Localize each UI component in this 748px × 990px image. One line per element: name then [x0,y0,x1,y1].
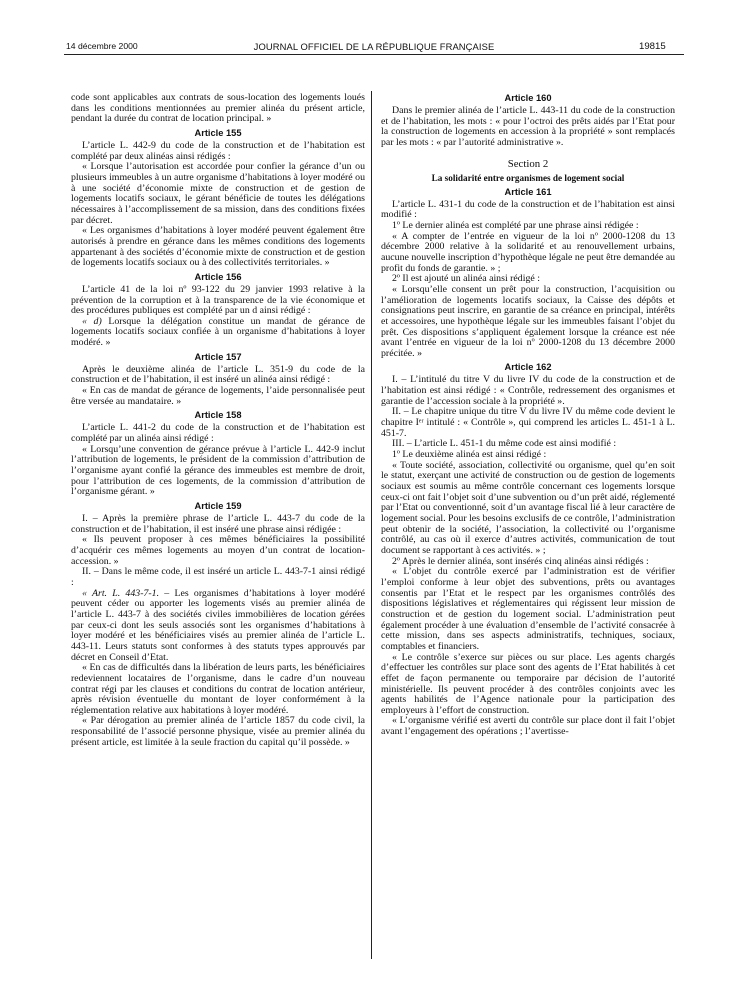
header-page-number: 19815 [639,41,666,52]
column-divider [371,91,372,959]
paragraph: Dans le premier alinéa de l’article L. 443-11 du code de la construction et de l’habitation, les mots : « pour l’octroi des prêts aidés par l’Etat pour la construction de logements en accession à la propriété » sont remplacés par les mots : « par l’autorité administrative ». [381,105,675,148]
paragraph: code sont applicables aux contrats de sous-location des logements loués dans les conditions mentionnées au premier alinéa du présent article, pendant la durée du contrat de location principal. » [71,92,365,125]
article-heading: Article 155 [194,127,242,138]
paragraph: 1º Le deuxième alinéa est ainsi rédigé : [392,449,547,461]
article-heading: Article 161 [504,186,552,197]
header-date: 14 décembre 2000 [66,41,138,51]
article-heading: Article 157 [194,351,242,362]
paragraph: « En cas de difficultés dans la libération de leurs parts, les bénéficiaires redeviennent locataires de l’organisme, dans le cadre d’un nouveau contrat régi par les clauses et conditions du contrat de location antérieur, après révision éventuelle du montant de loyer conformément à la réglementation relative aux habitations à loyer modéré. [71,662,365,716]
right-column [381,93,675,738]
paragraph-text: – Les organismes d’habitations à loyer modéré peuvent céder ou apporter les logements visés au premier alinéa de l’article L. 443-7 à des sociétés civiles immobilières de location gérées par ceux-ci dont les seuls associés sont les organismes d’habitations à loyer modéré et les bénéficiaires visés au premier alinéa de l’article L. 443-11. Leurs statuts sont conformes à des statuts types approuvés par décret en Conseil d’Etat. [71,587,366,663]
article-heading: Article 160 [504,93,552,103]
paragraph: II. – Le chapitre unique du titre V du livre IV du même code devient le chapitre Iᵉʳ intitulé : « Contrôle », qui comprend les articles L. 451-1 à L. 451-7. [381,406,675,439]
paragraph: L’article 41 de la loi nº 93-122 du 29 janvier 1993 relative à la prévention de la corruption et à la transparence de la vie économique et des procédures publiques est complété par un d ainsi rédigé : [71,283,365,317]
paragraph: « Toute société, association, collectivité ou organisme, quel qu’en soit le statut, exerçant une activité de construction ou de gestion de logements sociaux est soumis au même contrôle concernant ces logements lorsque ceux-ci ont fait l’objet soit d’une subvention ou d’un prêt aidé, réglementé par l’Etat ou conventionné, soit d’un avantage fiscal lié à leur caractère de logement social. Pour les besoins exclusifs de ce contrôle, l’administration peut obtenir de la société, l’association, la collectivité ou l’organisme contrôlé, au cas où il exerce d’autres activités, communication de tout document se rapportant à ces activités. » ; [381,459,675,556]
paragraph: II. – Dans le même code, il est inséré un article L. 443-7-1 ainsi rédigé : [71,566,365,588]
paragraph-text: Lorsque la délégation constitue un mandat de gérance de logements locatifs sociaux confiée à un organisme d’habitations à loyer modéré. » [71,315,365,349]
paragraph-lead: « d) [82,315,102,327]
paragraph [71,589,365,664]
paragraph: « Les organismes d’habitations à loyer modéré peuvent également être autorisés à prendre en gérance dans les mêmes conditions des logements appartenant à des sociétés d’économie mixte de construction et de gestion de logements locatifs sociaux ou à des collectivités territoriales. » [71,225,365,269]
paragraph-lead: « Art. L. 443-7-1. [82,587,160,599]
paragraph: I. – L’intitulé du titre V du livre IV du code de la construction et de l’habitation est ainsi rédigé : « Contrôle, redressement des organismes et garantie de l’accession sociale à la propriété ». [381,374,675,407]
paragraph: « Lorsque l’autorisation est accordée pour confier la gérance d’un ou plusieurs immeubles à un autre organisme d’habitations à loyer modéré ou à une société d’économie mixte de construction et de gestion de logements locatifs sociaux, le gérant bénéficie de toutes les délégations nécessaires à l’accomplissement de sa mission, dans des conditions fixées par décret. [71,161,365,226]
paragraph: 2º Il est ajouté un alinéa ainsi rédigé : [392,273,540,285]
article-heading: Article 158 [194,410,242,421]
header-journal-title: JOURNAL OFFICIEL DE LA RÉPUBLIQUE FRANÇAISE [253,41,495,52]
section-heading: Section 2 [507,157,549,170]
article-heading: Article 156 [194,271,242,282]
left-column [71,93,365,748]
paragraph: III. – L’article L. 451-1 du même code est ainsi modifié : [392,438,617,450]
paragraph: L’article L. 441-2 du code de la construction et de l’habitation est complété par un alinéa ainsi rédigé : [71,422,365,445]
paragraph: « A compter de l’entrée en vigueur de la loi nº 2000-1208 du 13 décembre 2000 relative à la solidarité et au renouvellement urbains, aucune nouvelle inscription d’hypothèque légale ne peut être demandée au profit du fonds de garantie. » ; [381,230,675,274]
paragraph: « L’organisme vérifié est averti du contrôle sur place dont il fait l’objet avant l’engagement des opérations ; l’avertisse- [381,715,675,738]
paragraph: Après le deuxième alinéa de l’article L. 351-9 du code de la construction et de l’habitation, il est inséré un alinéa ainsi rédigé : [71,363,365,386]
paragraph: « Ils peuvent proposer à ces mêmes bénéficiaires la possibilité d’acquérir ces mêmes logements au moyen d’un contrat de location-accession. » [71,534,365,567]
paragraph: « Lorsqu’une convention de gérance prévue à l’article L. 442-9 inclut l’attribution de logements, le président de la commission d’attribution de l’organisme ayant confié la gérance des immeubles est membre de droit, pour l’attribution de ces logements, de la commission d’attribution de l’organisme gérant. » [71,443,365,498]
paragraph [71,317,365,349]
paragraph: « Par dérogation au premier alinéa de l’article 1857 du code civil, la responsabilité de l’associé personne physique, visée au premier alinéa du présent article, est limitée à la seule fraction du capital qu’il possède. » [71,715,365,748]
paragraph: L’article L. 431-1 du code de la construction et de l’habitation est ainsi modifié : [381,198,675,221]
paragraph: « L’objet du contrôle exercé par l’administration est de vérifier l’emploi conforme à leur objet des subventions, prêts ou avantages consentis par l’Etat et le respect par les organismes contrôlés des dispositions législatives et réglementaires qui régissent leur mission de construction et de gestion du logement social. L’administration peut également procéder à une évaluation d’ensemble de l’activité consacrée à cette mission, dans ses aspects administratifs, techniques, sociaux, comptables et financiers. [381,566,675,652]
paragraph: « Le contrôle s’exerce sur pièces ou sur place. Les agents chargés d’effectuer les contrôles sur place sont des agents de l’Etat habilités à cet effet de façon permanente ou temporaire par décision de l’autorité ministérielle. Ils peuvent procéder à des contrôles conjoints avec les agents habilités de l’Agence nationale pour la participation des employeurs à l’effort de construction. [381,651,675,716]
paragraph: L’article L. 442-9 du code de la construction et de l’habitation est complété par deux alinéas ainsi rédigés : [71,139,365,162]
article-heading: Article 159 [194,501,242,511]
paragraph: I. – Après la première phrase de l’article L. 443-7 du code de la construction et de l’habitation, il est inséré une phrase ainsi rédigée : [71,513,365,535]
paragraph: 2º Après le dernier alinéa, sont insérés cinq alinéas ainsi rédigés : [392,555,649,567]
paragraph: « Lorsqu’elle consent un prêt pour la construction, l’acquisition ou l’amélioration de logements locatifs sociaux, la Caisse des dépôts et consignations peut inscrire, en garantie de sa créance en principal, intérêts et accessoires, une hypothèque légale sur les immeubles faisant l’objet du prêt. Ces dispositions s’appliquent également lorsque la créance est née avant l’entrée en vigueur de la loi nº 2000-1208 du 13 décembre 2000 précitée. » [381,283,675,359]
article-heading: Article 162 [504,362,552,373]
section-title: La solidarité entre organismes de logement social [431,172,625,183]
paragraph: « En cas de mandat de gérance de logements, l’aide personnalisée peut être versée au mandataire. » [71,385,365,407]
paragraph: 1º Le dernier alinéa est complété par une phrase ainsi rédigée : [392,219,639,231]
header-rule [64,54,684,55]
